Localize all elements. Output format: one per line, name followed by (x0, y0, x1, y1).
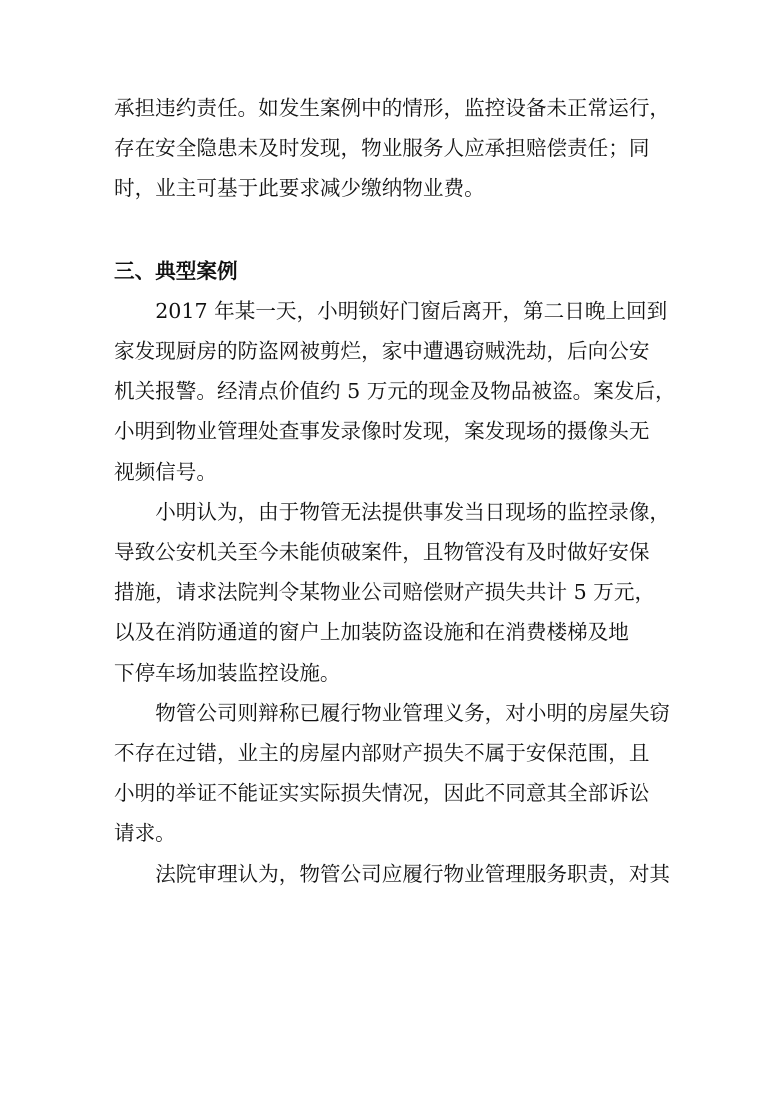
text-line: 家发现厨房的防盗网被剪烂，家中遭遇窃贼洗劫，后向公安 (114, 339, 650, 364)
text-line: 请求。 (114, 821, 176, 846)
text-line: 以及在消防通道的窗户上加装防盗设施和在消费楼梯及地 (114, 620, 629, 645)
text-line: 时，业主可基于此要求减少缴纳物业费。 (114, 176, 485, 201)
paragraph-court-ruling (114, 854, 671, 894)
text-line: 2017 年某一天，小明锁好门窗后离开，第二日晚上回到 (155, 298, 668, 323)
text-line: 小明的举证不能证实实际损失情况，因此不同意其全部诉讼 (114, 781, 650, 806)
paragraph-defendant-response (114, 693, 671, 854)
paragraph-gap (114, 209, 662, 251)
text-line: 承担违约责任。如发生案例中的情形，监控设备未正常运行， (114, 96, 671, 120)
text-line: 物管公司则辩称已履行物业管理义务，对小明的房屋失窃 (155, 700, 671, 725)
text-line: 机关报警。经清点价值约 5 万元的现金及物品被盗。案发后， (114, 379, 676, 404)
text-line: 下停车场加装监控设施。 (114, 660, 341, 685)
text-line: 存在安全隐患未及时发现，物业服务人应承担赔偿责任；同 (114, 136, 650, 161)
text-line: 小明到物业管理处查事发录像时发现，案发现场的摄像头无 (114, 419, 650, 444)
paragraph-case-facts (114, 291, 676, 492)
text-line: 导致公安机关至今未能侦破案件，且物管没有及时做好安保 (114, 540, 650, 565)
paragraph-plaintiff-claim (114, 492, 671, 693)
text-line: 小明认为，由于物管无法提供事发当日现场的监控录像， (155, 499, 671, 524)
text-line: 视频信号。 (114, 459, 217, 484)
text-line: 措施，请求法院判令某物业公司赔偿财产损失共计 5 万元， (114, 580, 656, 605)
paragraph-liability (114, 88, 671, 209)
text-line: 法院审理认为，物管公司应履行物业管理服务职责，对其 (155, 861, 671, 886)
section-heading: 三、典型案例 (114, 258, 238, 283)
text-line: 不存在过错，业主的房屋内部财产损失不属于安保范围，且 (114, 741, 650, 766)
document-page (114, 88, 676, 894)
